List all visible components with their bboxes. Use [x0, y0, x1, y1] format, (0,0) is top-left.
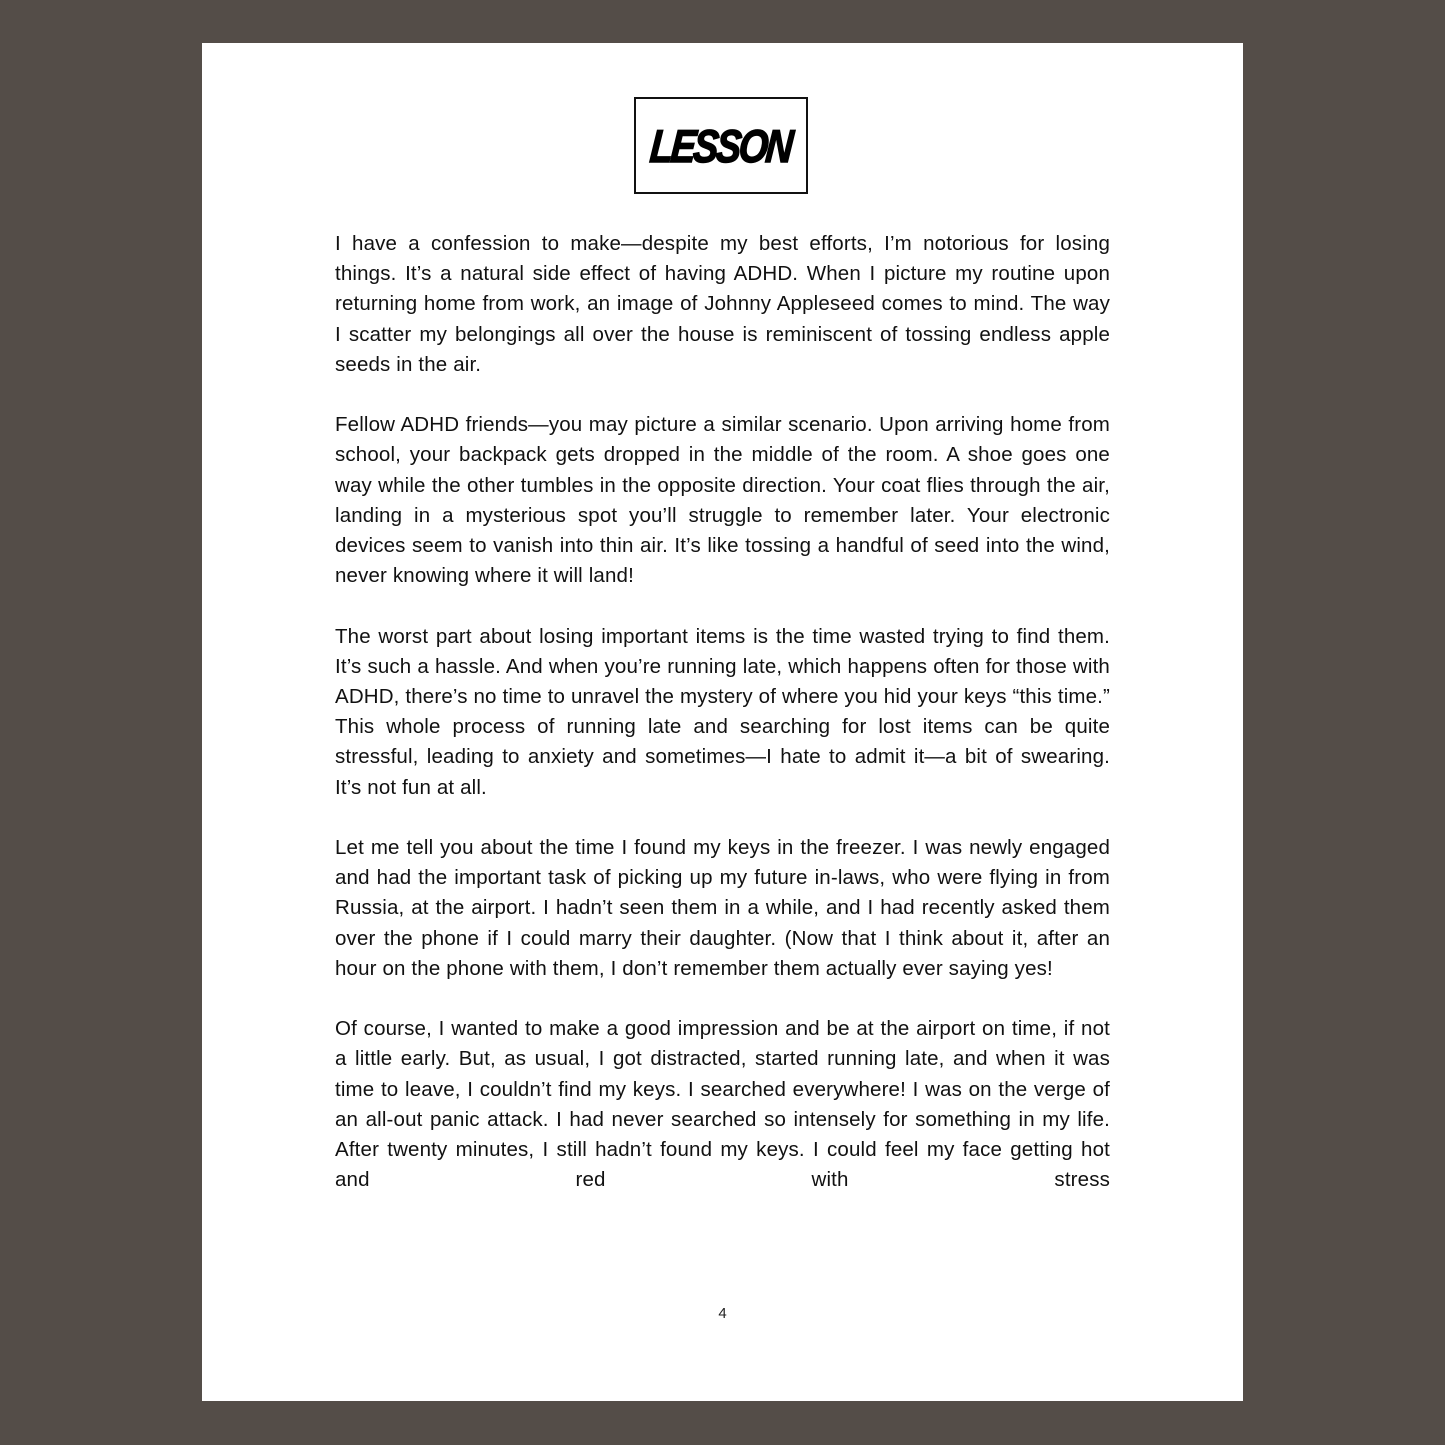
paragraph: The worst part about losing important items is the time wasted trying to find them. It’s such a hassle. And when you’re running late, which happens often for those with ADHD, there’s no time to unravel the mystery of where you hid your keys “this time.” This whole process of running late and searching for lost items can be quite stressful, leading to anxiety and sometimes—I hate to admit it—a bit of swearing. It’s not fun at all. — [335, 624, 1110, 799]
paragraph: I have a confession to make—despite my best efforts, I’m notorious for losing things. It’s a natural side effect of having ADHD. When I picture my routine upon returning home from work, an image of Johnny Appleseed comes to mind. The way I scatter my belongings all over the house is reminiscent of tossing endless apple seeds in the air. — [335, 232, 1110, 376]
document-page — [202, 43, 1243, 1401]
lesson-title: LESSON — [648, 119, 794, 172]
paragraph: Of course, I wanted to make a good impression and be at the airport on time, if not a little early. But, as usual, I got distracted, started running late, and when it was time to leave, I couldn’t find my keys. I searched everywhere! I was on the verge of an all-out panic attack. I had never searched so intensely for something in my life. After twenty minutes, I still hadn’t found my keys. I could feel my face getting hot and red with stress — [335, 1017, 1110, 1192]
paragraph: Let me tell you about the time I found my keys in the freezer. I was newly engaged and had the important task of picking up my future in-laws, who were flying in from Russia, at the airport. I hadn’t seen them in a while, and I had recently asked them over the phone if I could marry their daughter. (Now that I think about it, after an hour on the phone with them, I don’t remember them actually ever saying yes! — [335, 836, 1110, 980]
page-number: 4 — [718, 1305, 727, 1322]
paragraph: Fellow ADHD friends—you may picture a similar scenario. Upon arriving home from school, your backpack gets dropped in the middle of the room. A shoe goes one way while the other tumbles in the opposite direction. Your coat flies through the air, landing in a mysterious spot you’ll struggle to remember later. Your electronic devices seem to vanish into thin air. It’s like tossing a handful of seed into the wind, never knowing where it will land! — [335, 413, 1110, 588]
lesson-title-box — [634, 97, 808, 194]
body-text — [335, 229, 1110, 1195]
